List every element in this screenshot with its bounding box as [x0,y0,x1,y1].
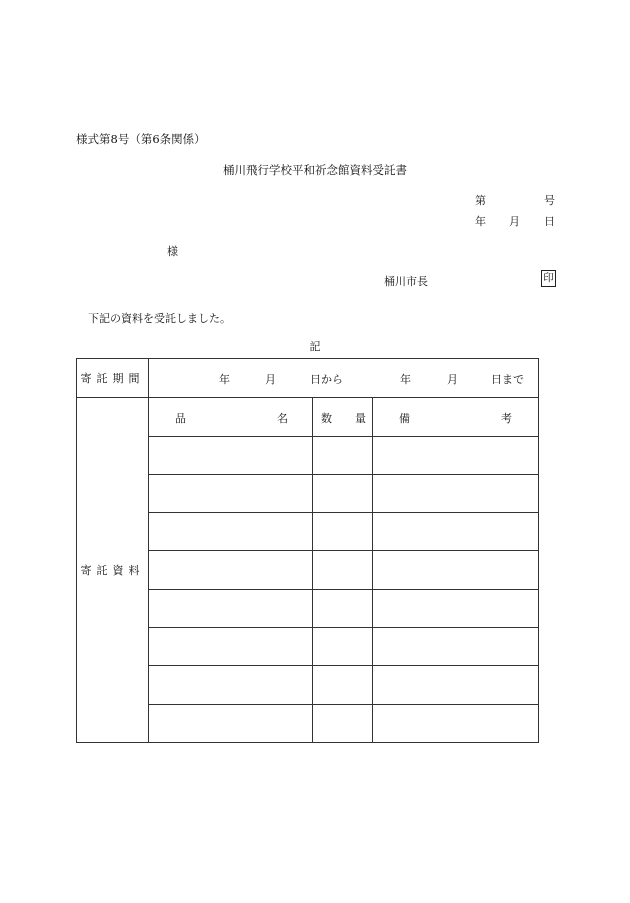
item-name-cell[interactable] [149,474,313,512]
remarks-cell[interactable] [373,551,539,589]
quantity-cell[interactable] [313,628,373,666]
remarks-header [373,398,539,436]
period-label: 寄託期間 [77,359,149,398]
quantity-cell[interactable] [313,513,373,551]
recipient-honorific: 様 [167,245,178,258]
consignment-table [76,358,539,743]
issue-date-month: 月 [509,215,520,228]
remarks-cell[interactable] [373,474,539,512]
remarks-cell[interactable] [373,589,539,627]
quantity-header-2: 量 [355,412,366,426]
period-value [149,359,539,398]
quantity-cell[interactable] [313,589,373,627]
quantity-cell[interactable] [313,666,373,704]
remarks-header-1: 備 [399,412,410,426]
period-from-day: 日から [310,373,343,387]
period-from-month: 月 [265,373,276,387]
period-row [77,359,539,398]
item-name-cell[interactable] [149,436,313,474]
quantity-header-1: 数 [321,412,332,426]
period-to-day: 日まで [491,373,524,387]
remarks-cell[interactable] [373,628,539,666]
remarks-cell[interactable] [373,666,539,704]
period-to-year: 年 [400,373,411,387]
quantity-cell[interactable] [313,436,373,474]
form-number: 様式第8号（第6条関係） [76,132,206,146]
item-name-cell[interactable] [149,628,313,666]
item-name-cell[interactable] [149,551,313,589]
issue-date-day: 日 [544,215,555,228]
item-name-cell[interactable] [149,589,313,627]
item-name-cell[interactable] [149,513,313,551]
item-name-header-2: 名 [277,412,288,426]
item-name-cell[interactable] [149,704,313,742]
materials-label: 寄託資料 [77,398,149,743]
remarks-cell[interactable] [373,513,539,551]
period-from-year: 年 [219,373,230,387]
issue-date-year: 年 [475,215,486,228]
number-suffix: 号 [544,194,555,207]
quantity-header [313,398,373,436]
item-name-header-1: 品 [175,412,186,426]
document-title: 桶川飛行学校平和祈念館資料受託書 [223,163,407,177]
column-header-row [77,398,539,436]
remarks-cell[interactable] [373,704,539,742]
issuer-name: 桶川市長 [384,275,428,288]
item-name-header [149,398,313,436]
period-to-month: 月 [447,373,458,387]
remarks-header-2: 考 [501,412,512,426]
item-name-cell[interactable] [149,666,313,704]
number-prefix: 第 [475,194,486,207]
ki-heading: 記 [309,340,321,353]
quantity-cell[interactable] [313,551,373,589]
quantity-cell[interactable] [313,474,373,512]
seal-mark: 印 [541,270,556,287]
quantity-cell[interactable] [313,704,373,742]
remarks-cell[interactable] [373,436,539,474]
body-text: 下記の資料を受託しました。 [88,312,231,325]
